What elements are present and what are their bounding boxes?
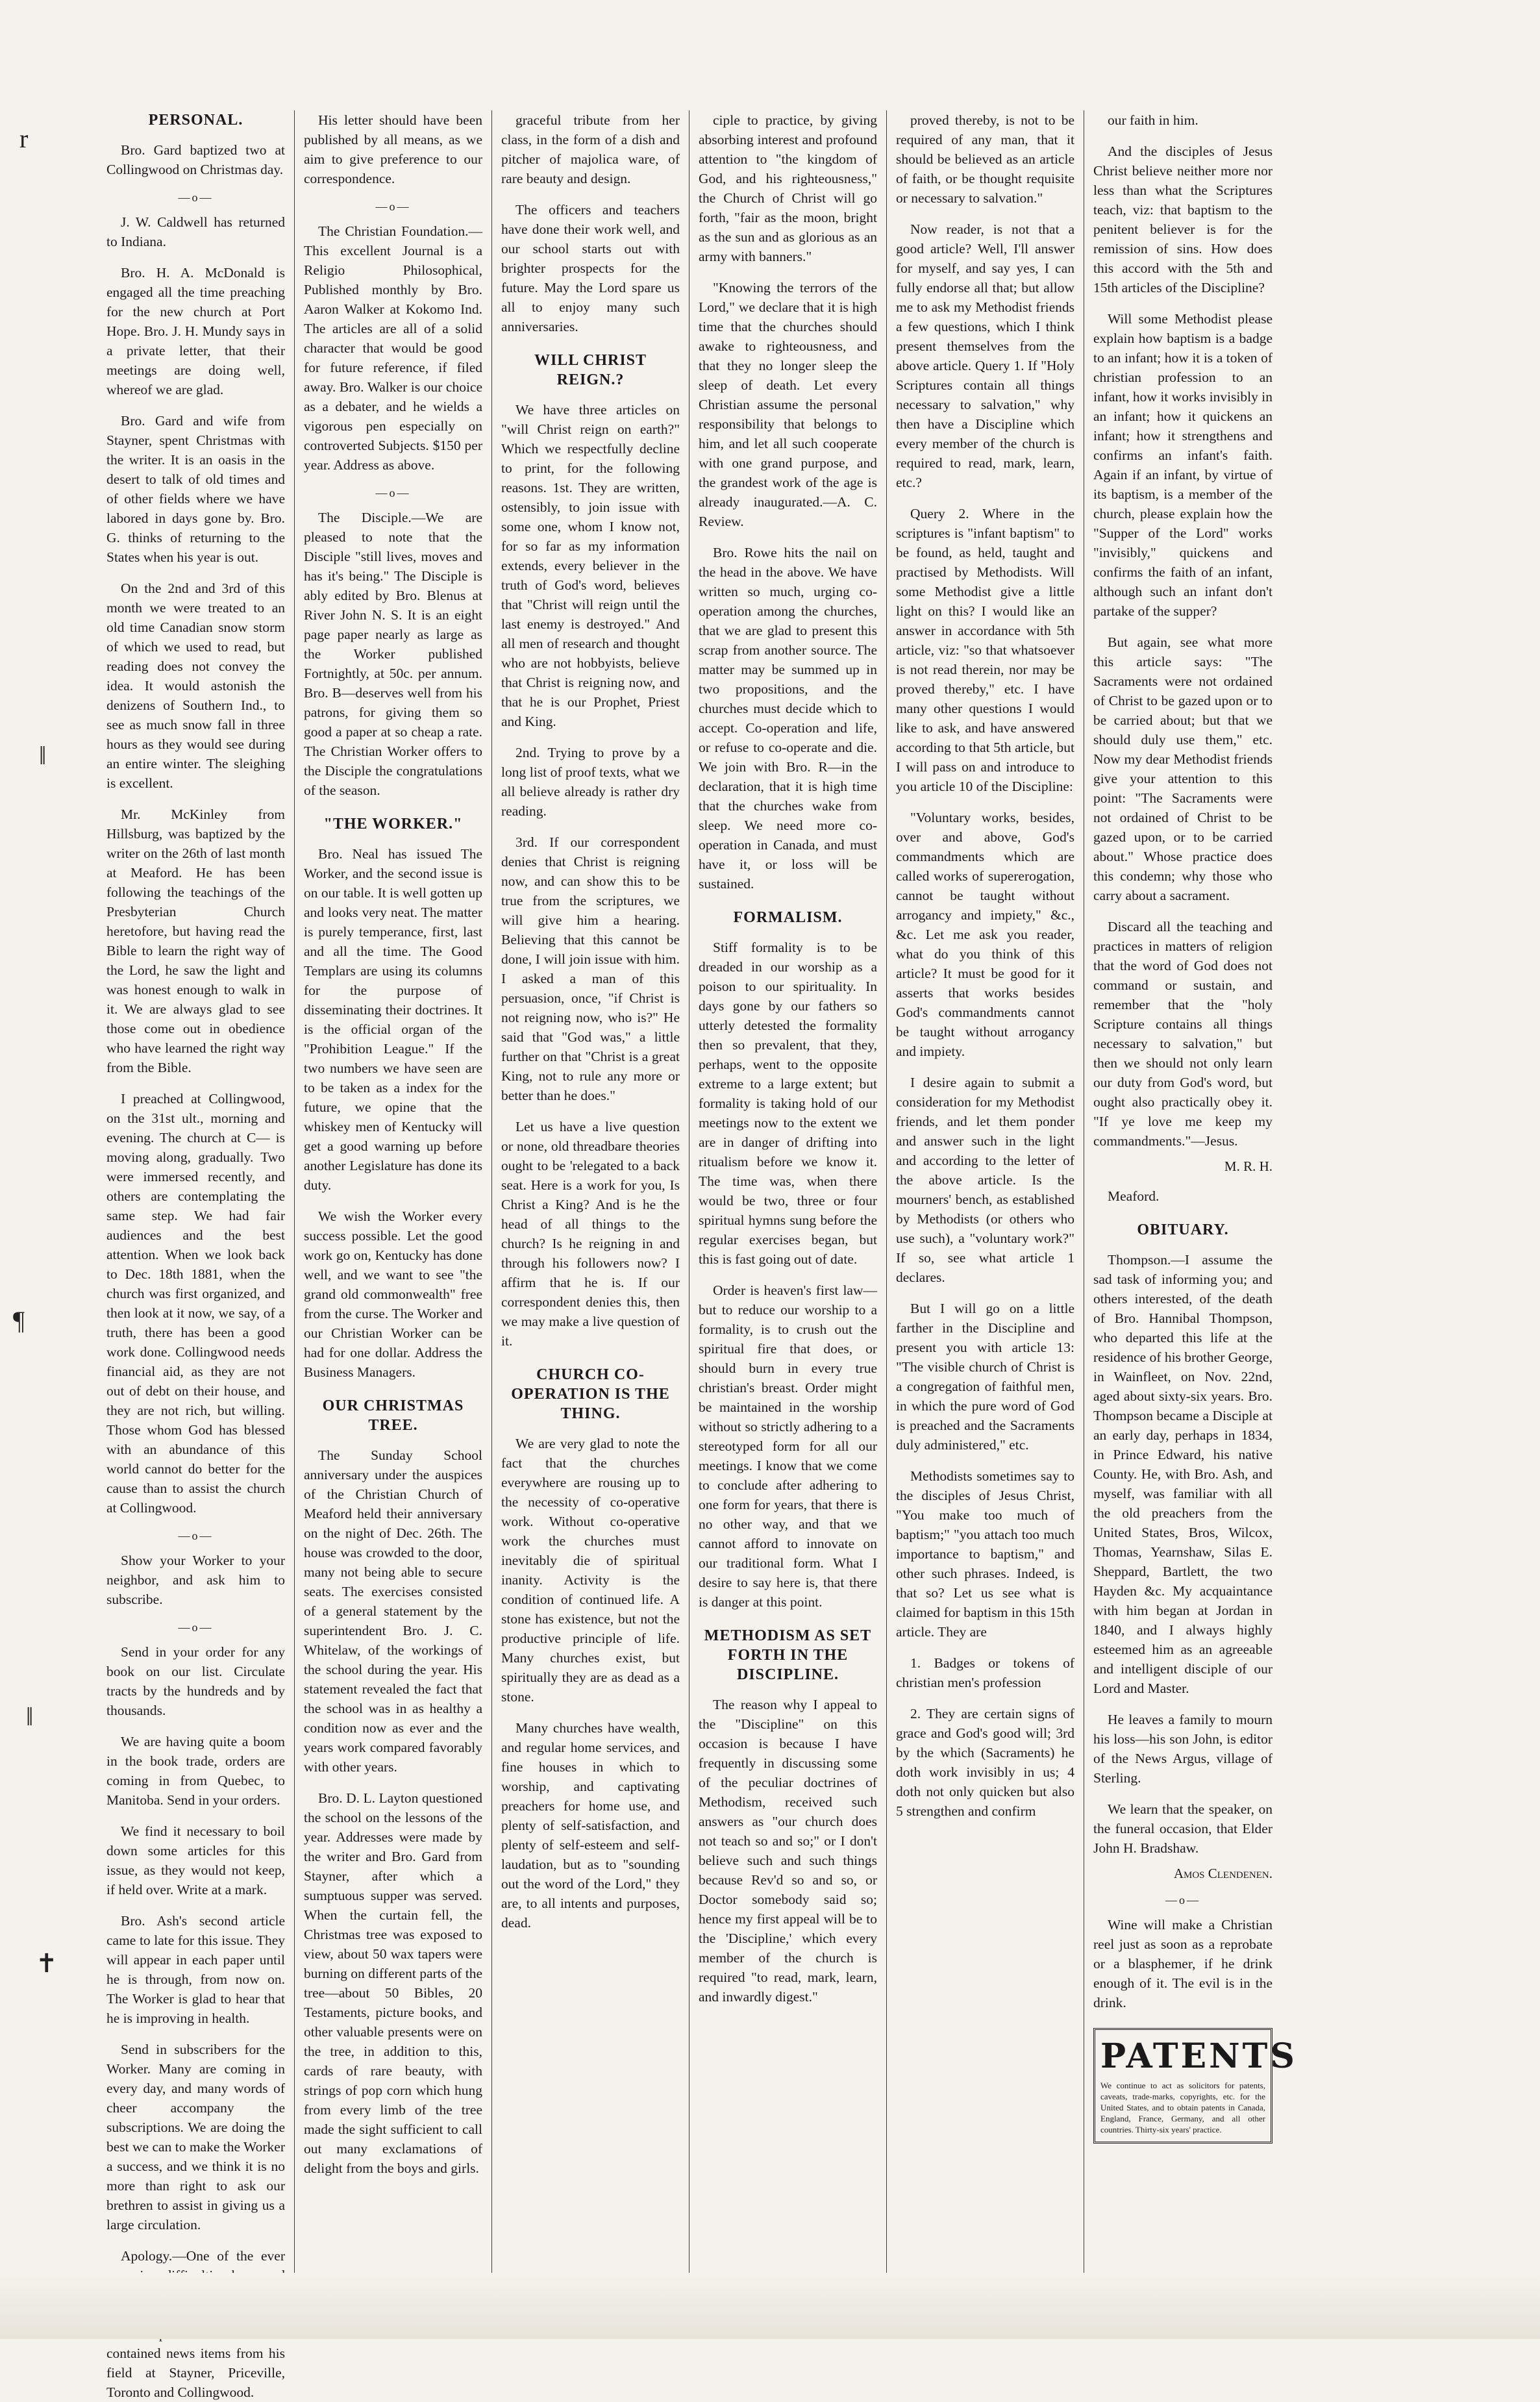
paragraph: And the disciples of Jesus Christ believe neither more nor less than what the Scriptures teach, viz: that baptism to the penitent believer is for the remission of sins. How does this accord with the 5th and 15th articles of the Discipline?	[1093, 144, 1273, 295]
paragraph: Mr. McKinley from Hillsburg, was baptized by the writer on the 26th of last month at Meaford. He has been following the teachings of the Presbyterian Church heretofore, but having read the Bible to learn the right way of the Lord, he saw the light and was honest enough to walk in it. We are always glad to see those come out in obedience who have learned the right way from the Bible.	[106, 807, 285, 1075]
margin-mark: ‖	[26, 1702, 34, 1731]
article-heading: OUR CHRISTMAS TREE.	[322, 1397, 464, 1434]
paragraph: Meaford.	[1108, 1188, 1160, 1204]
patents-title: PATENTS	[1100, 2036, 1297, 2076]
article-heading: METHODISM AS SET FORTH IN THE DISCIPLINE.	[704, 1627, 872, 1683]
section-divider: —o—	[1165, 1894, 1200, 1907]
article-heading: CHURCH CO-OPERATION IS THE THING.	[511, 1366, 670, 1422]
article-heading: OBITUARY.	[1137, 1221, 1229, 1238]
paragraph: But I will go on a little farther in the Discipline and present you with article 13: "The visible church of Christ is a congregation of faithful men, in which the pure word of God is preached and the Sacraments duly administered," etc.	[896, 1301, 1074, 1453]
paragraph: "Knowing the terrors of the Lord," we declare that it is high time that the churches should awake to righteousness, and that they no longer sleep the sleep of death. Let every Christian assume the personal responsibility that belongs to him, and let all such cooperate with one grand purpose, and the grandest work of the age is already inaugurated.—A. C. Review.	[699, 280, 877, 529]
newspaper-page	[97, 110, 1480, 2400]
paragraph: Stiff formality is to be dreaded in our worship as a poison to our spirituality. In days gone by our fathers so utterly detested the formality then so prevalent, that they, perhaps, went to the opposite extreme to a large extent; but formality is taking hold of our meetings now to the extent we are in danger of drifting into ritualism before we know it. The time was, when there would be two, three or four spiritual hymns sung before the regular exercises began, but this is fast going out of date.	[699, 940, 877, 1267]
paragraph: We are having quite a boom in the book trade, orders are coming in from Quebec, to Manitoba. Send in your orders.	[106, 1734, 285, 1808]
paragraph: The reason why I appeal to the "Discipline" on this occasion is because I have frequently in discussing some of the peculiar doctrines of Methodism, received such answers as "our church does not teach so and so;" or I don't believe such and such things because Rev'd so and so, or Doctor somebody said so; hence my first appeal will be to the 'Discipline,' which every member of the church is required "to read, mark, learn, and inwardly digest."	[699, 1697, 877, 2005]
article-heading: FORMALISM.	[733, 909, 843, 926]
margin-mark: ¶	[13, 1306, 25, 1335]
paragraph: graceful tribute from her class, in the form of a dish and pitcher of majolica ware, of rare beauty and design.	[501, 112, 680, 186]
column-6	[1084, 110, 1297, 2292]
paragraph: Bro. D. L. Layton questioned the school on the lessons of the year. Addresses were made by the writer and Bro. Gard from Stayner, after which a sumptuous supper was served. When the curtain fell, the Christmas tree was exposed to view, about 50 wax tapers were burning on different parts of the tree—about 50 Bibles, 20 Testaments, picture books, and other valuable presents were on the tree, in addition to this, cards of rare beauty, with strings of pop corn which hung from every limb of the tree made the sight sufficient to call out many exclamations of delight from the boys and girls.	[304, 1790, 482, 2176]
paragraph: On the 2nd and 3rd of this month we were treated to an old time Canadian snow storm of which we used to read, but reading does not convey the idea. It would astonish the denizens of Southern Ind., to see as much snow fall in three hours as they would see during an entire winter. The sleighing is excellent.	[106, 581, 285, 791]
paragraph: Bro. Gard and wife from Stayner, spent Christmas with the writer. It is an oasis in the desert to talk of old times and of other fields where we have labored in days gone by. Bro. G. thinks of returning to the States when his year is out.	[106, 413, 285, 565]
section-divider: —o—	[178, 1621, 214, 1634]
paragraph: I desire again to submit a consideration for my Methodist friends, and let them ponder and answer such in the light and according to the letter of the above article. Is the mourners' bench, as established by Methodists (or others who use such), a "voluntary work?" If so, see what article 1 declares.	[896, 1075, 1074, 1285]
text-columns	[97, 110, 1480, 2400]
paragraph: 3rd. If our correspondent denies that Christ is reigning now, and can show this to be true from the scriptures, we will give him a hearing. Believing that this cannot be done, I will join issue with him. I asked a man of this persuasion, once, "if Christ is not reigning now, who is?" He said that "God was," a little further on that "Christ is a great King, not to rule any more or better than he does."	[501, 834, 680, 1103]
column-5	[887, 110, 1084, 2292]
page-bottom-edge	[0, 2273, 1540, 2339]
margin-mark: r	[19, 124, 29, 153]
column-2	[295, 110, 492, 2292]
patents-advertisement	[1093, 2028, 1297, 2144]
signature: M. R. H.	[1224, 1158, 1273, 1174]
paragraph: We are very glad to note the fact that the churches everywhere are rousing up to the necessity of co-operative work. Without co-operative work the churches must inevitably die of spiritual inanity. Activity is the condition of continued life. A stone has existence, but not the productive principle of life. Many churches exist, but spiritually they are as dead as a stone.	[501, 1436, 680, 1705]
section-divider: —o—	[178, 191, 214, 204]
paragraph: Bro. Ash's second article came to late for this issue. They will appear in each paper until he is through, from now on. The Worker is glad to hear that he is improving in health.	[106, 1913, 285, 2026]
section-divider: —o—	[375, 486, 411, 499]
paragraph: Bro. Rowe hits the nail on the head in the above. We have written so much, urging co-operation among the churches, that we are glad to present this scrap from another source. The matter may be summed up in two propositions, and the churches must decide which to accept. Co-operation and life, or refuse to co-operate and die. We join with Bro. R—in the declaration, that it is high time that the churches wake from sleep. We need more co-operation in Canada, and must have it, or loss will be sustained.	[699, 545, 877, 892]
paragraph: Show your Worker to your neighbor, and ask him to subscribe.	[106, 1553, 285, 1607]
paragraph: The Sunday School anniversary under the auspices of the Christian Church of Meaford held their anniversary on the night of Dec. 26th. The house was crowded to the door, many not being able to secure seats. The exercises consisted of a general statement by the superintendent Bro. J. C. Whitelaw, of the workings of the school during the year. His statement revealed the fact that the school was in as healthy a condition now as ever and the years work compared favorably with other years.	[304, 1447, 482, 1775]
paragraph: The Christian Foundation.—This excellent Journal is a Religio Philosophical, Published monthly by Bro. Aaron Walker at Kokomo Ind. The articles are all of a solid character that would be good for future reference, if filed away. Bro. Walker is our choice as a debater, and he wields a vigorous pen especially on controverted Subjects. $150 per year. Address as above.	[304, 223, 482, 473]
paragraph: Send in subscribers for the Worker. Many are coming in every day, and many words of cheer accompany the subscriptions. We are doing the best we can to make the Worker a success, and we think it is no more than right to ask our brethren to assist in giving us a large circulation.	[106, 2042, 285, 2233]
paragraph: I preached at Collingwood, on the 31st ult., morning and evening. The church at C— is moving along, gradually. Two were immersed recently, and others are contemplating the same step. We had fair audiences and the best attention. When we look back to Dec. 18th 1881, when the church was first organized, and then look at it now, we say, of a truth, there has been a good work done. Collingwood needs financial aid, as they are not out of debt on their house, and they are not rich, but willing. Those whom God has blessed with an abundance of this world cannot do better for the cause than to assist the church at Collingwood.	[106, 1091, 285, 1516]
paragraph: "Voluntary works, besides, over and above, God's commandments which are called works of supererogation, cannot be taught without arrogancy and impiety," &c., &c. Let me ask you reader, what do you think of this article? It must be good for it asserts that works besides God's commandments cannot be taught without arrogancy and impiety.	[896, 810, 1074, 1059]
paragraph: 2nd. Trying to prove by a long list of proof texts, what we all believe already is rather dry reading.	[501, 745, 680, 819]
paragraph: Let us have a live question or none, old threadbare theories ought to be 'relegated to a back seat. Here is a work for you, Is Christ a King? And is he the head of all things to the church? Is he reigning in and through his followers now? I affirm that he is. If our correspondent denies this, then we may make a live question of it.	[501, 1119, 680, 1349]
article-heading: WILL CHRIST REIGN.?	[534, 352, 647, 388]
paragraph: Many churches have wealth, and regular home services, and fine houses in which to worship, and captivating preachers for home use, and plenty of self-satisfaction, and plenty of self-esteem and self-laudation, but as to "sounding out the word of the Lord," they are, to all intents and purposes, dead.	[501, 1720, 680, 1931]
paragraph: ciple to practice, by giving absorbing interest and profound attention to "the kingdom of God, and his righteousness," the Church of Christ will go forth, "fair as the moon, bright as the sun and as glorious as an army with banners."	[699, 112, 877, 264]
column-3	[492, 110, 689, 2292]
paragraph: Order is heaven's first law—but to reduce our worship to a formality, is to crush out the spiritual fire that does, or should burn in every true christian's breast. Order might be maintained in the worship without so strictly adhering to a stereotyped form for all our meetings. I know that we come to conclude after adhering to one form for years, that there is no other way, and that we cannot afford to innovate on our traditional form. What I desire to say here is, that there is danger at this point.	[699, 1282, 877, 1610]
paragraph: 2. They are certain signs of grace and God's good will; 3rd by the which (Sacraments) he doth work invisibly in us; 4 doth not only quicken but also 5 strengthen and confirm	[896, 1706, 1074, 1819]
article-heading: "THE WORKER."	[323, 816, 463, 832]
paragraph: The officers and teachers have done their work well, and our school starts out with brighter prospects for the future. May the Lord spare us all to enjoy many such anniversaries.	[501, 202, 680, 334]
paragraph: His letter should have been published by all means, as we aim to give preference to our correspondence.	[304, 112, 482, 186]
section-divider: —o—	[178, 1529, 214, 1542]
paragraph: Methodists sometimes say to the disciples of Jesus Christ, "You make too much of baptism;" "you attach too much importance to baptism," and other such phrases. Indeed, is that so? Let us see what is claimed for baptism in this 15th article. They are	[896, 1468, 1074, 1640]
paragraph: 1. Badges or tokens of christian men's profession	[896, 1655, 1074, 1690]
paragraph: Wine will make a Christian reel just as soon as a reprobate or a blasphemer, if he drink enough of it. The evil is in the drink.	[1093, 1917, 1273, 2010]
column-4	[689, 110, 887, 2292]
section-divider: —o—	[375, 200, 411, 213]
margin-mark: ‖	[39, 741, 47, 770]
paragraph: He leaves a family to mourn his loss—his son John, is editor of the News Argus, village of Sterling.	[1093, 1712, 1273, 1786]
paragraph: Discard all the teaching and practices in matters of religion that the word of God does not command or sustain, and remember that the "holy Scripture contains all things necessary to salvation," but then we should not only learn our duty from God's word, but ought also practically obey it. "If ye love me keep my commandments."—Jesus.	[1093, 919, 1273, 1149]
paragraph: J. W. Caldwell has returned to Indiana.	[106, 214, 285, 249]
paragraph: We have three articles on "will Christ reign on earth?" Which we respectfully decline to print, for the following reasons. 1st. They are written, ostensibly, to join issue with some one, whom I know not, for so far as my information extends, every believer in the truth of God's word, believes that "Christ will reign until the last enemy is destroyed." And all men of research and thought who are not hobbyists, believe that Christ is reigning now, and that he is our Prophet, Priest and King.	[501, 402, 680, 729]
paragraph: Apology.—One of the ever contained news items from his field at Stayner, Priceville, Toronto and Collingwood.	[106, 2248, 285, 2400]
paragraph: We wish the Worker every success possible. Let the good work go on, Kentucky has done well, and we want to see "the grand old commonwealth" free from the curse. The Worker and our Christian Worker can be had for one dollar. Address the Business Managers.	[304, 1208, 482, 1380]
paragraph: Query 2. Where in the scriptures is "infant baptism" to be found, as held, taught and practised by Methodists. Will some Methodist give a little light on this? I would like an answer in accordance with 5th article, viz: "so that whatsoever is not read therein, nor may be proved thereby," etc. I have many other questions I would like to ask, and have answered according to that 5th article, but I will pass on and introduce to you article 10 of the Discipline:	[896, 506, 1074, 794]
paragraph: Will some Methodist please explain how baptism is a badge to an infant; how it is a token of christian profession to an infant, how it works invisibly in an infant; how it quickens an infant; how it strengthens and confirms an infant's faith. Again if an infant, by virtue of its baptism, is a member of the church, please explain how the "Supper of the Lord" works "invisibly," quickens and confirms the faith of an infant, although such an infant don't partake of the supper?	[1093, 311, 1273, 619]
column-1	[97, 110, 295, 2400]
paragraph: But again, see what more this article says: "The Sacraments were not ordained of Christ to be gazed upon or to be carried about; but that we should duly use them," etc. Now my dear Methodist friends give your attention to this point: "The Sacraments were not ordained of Christ to be gazed upon, or to be carried about." Whose practice does this condemn; why those who carry about a sacrament.	[1093, 634, 1273, 903]
paragraph: We learn that the speaker, on the funeral occasion, that Elder John H. Bradshaw.	[1093, 1801, 1273, 1856]
margin-mark: ✝	[36, 1949, 58, 1978]
paragraph: We find it necessary to boil down some articles for this issue, as they would not keep, if held over. Write at a mark.	[106, 1823, 285, 1897]
paragraph: The Disciple.—We are pleased to note that the Disciple "still lives, moves and has it's being." The Disciple is ably edited by Bro. Blenus at River John N. S. It is an eight page paper nearly as large as the Worker published Fortnightly, at 50c. per annum. Bro. B—deserves well from his patrons, for giving them so good a paper at so cheap a rate. The Christian Worker offers to the Disciple the congratulations of the season.	[304, 510, 482, 798]
paragraph: Bro. H. A. McDonald is engaged all the time preaching for the new church at Port Hope. Bro. J. H. Mundy says in a private letter, that their meetings are doing well, whereof we are glad.	[106, 265, 285, 397]
signature: Amos Clendenen.	[1173, 1866, 1273, 1881]
article-heading: PERSONAL.	[148, 112, 243, 129]
paragraph: our faith in him.	[1108, 112, 1198, 128]
paragraph: Now reader, is not that a good article? Well, I'll answer for myself, and say yes, I can fully endorse all that; but allow me to ask my Methodist friends a few questions, which I think present themselves from the above article. Query 1. If "Holy Scriptures contain all things necessary to salvation," why then have a Discipline which every member of the church is required to read, mark, learn, etc.?	[896, 221, 1074, 490]
paragraph: Thompson.—I assume the sad task of informing you; and others interested, of the death of Bro. Hannibal Thompson, who departed this life at the residence of his brother George, in Wainfleet, on Nov. 22nd, aged about sixty-six years. Bro. Thompson became a Disciple at an early day, perhaps in 1834, in Prince Edward, his native County. He, with Bro. Ash, and myself, was familiar with all the old preachers from the United States, Bros, Wilcox, Thomas, Yearnshaw, Silas E. Sheppard, Bartlett, the two Hayden &c. My acquaintance with him began at Jordan in 1840, and I always highly esteemed him as an agreeable and intelligent disciple of our Lord and Master.	[1093, 1252, 1273, 1696]
paragraph: proved thereby, is not to be required of any man, that it should be believed as an article of faith, or be thought requisite or necessary to salvation."	[896, 112, 1074, 206]
paragraph: Bro. Gard baptized two at Collingwood on Christmas day.	[106, 142, 285, 177]
patents-fine-print: We continue to act as solicitors for patents, caveats, trade-marks, copyrights, etc. for the United States, and to obtain patents in Canada, England, France, Germany, and all other countries. Thirty-six years' practice.	[1100, 2081, 1265, 2134]
paragraph: Send in your order for any book on our list. Circulate tracts by the hundreds and by thousands.	[106, 1644, 285, 1718]
paragraph: Bro. Neal has issued The Worker, and the second issue is on our table. It is well gotten up and looks very neat. The matter is purely temperance, first, last and all the time. The Good Templars are using its columns for the purpose of disseminating their doctrines. It is the official organ of the "Prohibition League." If the two numbers we have seen are to be taken as a index for the future, we opine that the whiskey men of Kentucky will get a good warning up before another Legislature has done its duty.	[304, 846, 482, 1193]
